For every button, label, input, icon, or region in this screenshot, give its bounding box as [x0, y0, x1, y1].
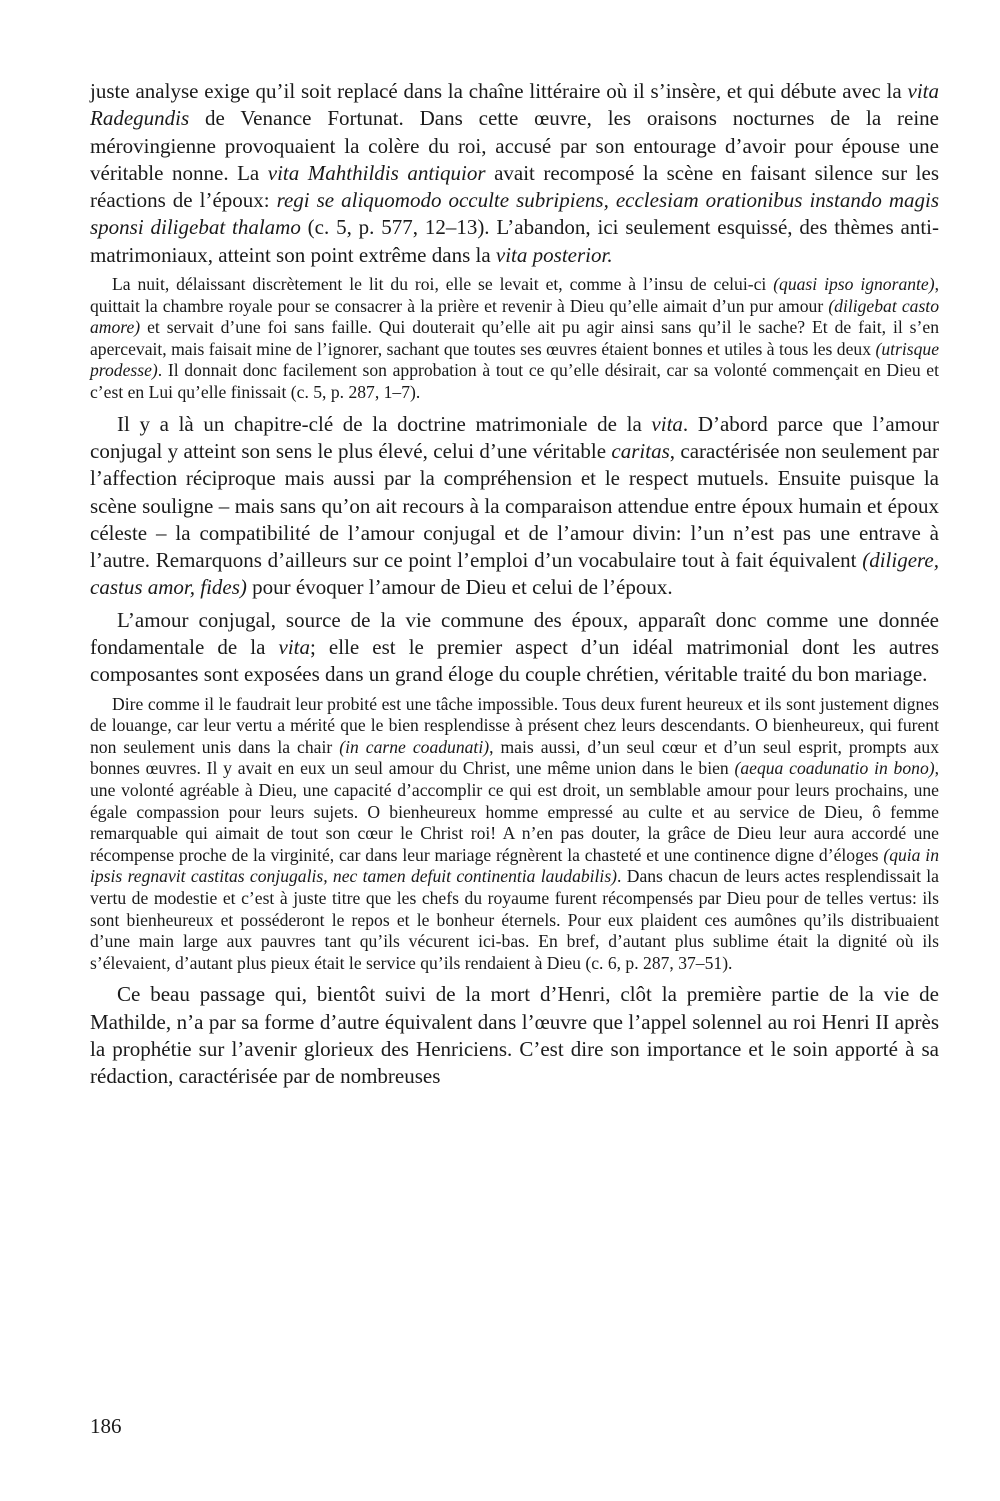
block-quote-1: La nuit, délaissant discrètement le lit du roi, elle se levait et, comme à l’insu de celui-ci (quasi ipso ignorante), quittait la chambre royale pour se consacrer à la prière et revenir à Dieu qu’elle aimait d’un pur amour (diligebat casto amore) et servait d’une foi sans faille. Qui douterait qu’elle ait pu agir ainsi sans qu’il le sache? Et de fait, il s’en apercevait, mais faisait mine de l’ignorer, sachant que toutes ses œuvres étaient bonnes et utiles à tous les deux (utrisque prodesse). Il donnait donc facilement son approbation à tout ce qu’elle désirait, car sa volonté commençait en Dieu et c’est en Lui qu’elle finissait (c. 5, p. 287, 1–7).	[90, 274, 939, 403]
paragraph-3: L’amour conjugal, source de la vie commune des époux, apparaît donc comme une donnée fondamentale de la vita; elle est le premier aspect d’un idéal matrimonial dont les autres composantes sont exposées dans un grand éloge du couple chrétien, véritable traité du bon mariage.	[90, 607, 939, 687]
page-number: 186	[90, 1414, 122, 1438]
page-body	[90, 78, 939, 1096]
block-quote-2: Dire comme il le faudrait leur probité est une tâche impossible. Tous deux furent heureux et ils sont justement dignes de louange, car leur vertu a mérité que le bien resplendisse à présent chez leurs descendants. O bienheureux, qui furent non seulement unis dans la chair (in carne coadunati), mais aussi, d’un seul cœur et d’un seul esprit, prompts aux bonnes œuvres. Il y avait en eux un seul amour du Christ, une même union dans le bien (aequa coadunatio in bono), une volonté agréable à Dieu, une capacité d’accomplir ce qui est droit, un semblable amour pour leurs prochains, une égale compassion pour leurs sujets. O bienheureux homme empressé au culte et au service de Dieu, ô femme remarquable qui aimait de tout son cœur le Christ roi! A n’en pas douter, la grâce de Dieu leur aura accordé une récompense proche de la virginité, car dans leur mariage régnèrent la chasteté et une continence digne d’éloges (quia in ipsis regnavit castitas conjugalis, nec tamen defuit continentia laudabilis). Dans chacun de leurs actes resplendissait la vertu de modestie et c’est à juste titre que les chefs du royaume furent récompensés par Dieu pour de telles vertus: ils sont bienheureux et posséderont le repos et le bonheur éternels. Pour eux plaident ces aumônes qu’ils distribuaient d’une main large aux pauvres tant qu’ils vécurent ici-bas. En bref, d’autant plus sublime était la dignité où ils s’élevaient, d’autant plus pieux était le service qu’ils rendaient à Dieu (c. 6, p. 287, 37–51).	[90, 693, 940, 973]
paragraph-1: juste analyse exige qu’il soit replacé dans la chaîne littéraire où il s’insère, et qui débute avec la vita Radegundis de Venance Fortunat. Dans cette œuvre, les oraisons nocturnes de la reine mérovingienne provoquaient la colère du roi, accusé par son entourage d’avoir pour épouse une véritable nonne. La vita Mahthildis antiquior avait recomposé la scène en faisant silence sur les réactions de l’époux: regi se aliquomodo occulte subripiens, ecclesiam orationibus instando magis sponsi diligebat thalamo (c. 5, p. 577, 12–13). L’abandon, ici seulement esquissé, des thèmes anti-matrimoniaux, atteint son point extrême dans la vita posterior.	[90, 79, 939, 267]
paragraph-2: Il y a là un chapitre-clé de la doctrine matrimoniale de la vita. D’abord parce que l’amour conjugal y atteint son sens le plus élevé, celui d’une véritable caritas, caractérisée non seulement par l’affection réciproque mais aussi par la compréhension et le respect mutuels. Ensuite puisque la scène souligne – mais sans qu’on ait recours à la comparaison attendue entre époux humain et époux céleste – la compatibilité de l’amour conjugal et de l’amour divin: l’un n’est pas une entrave à l’autre. Remarquons d’ailleurs sur ce point l’emploi d’un vocabulaire tout à fait équivalent (diligere, castus amor, fides) pour évoquer l’amour de Dieu et celui de l’époux.	[90, 411, 939, 600]
paragraph-4: Ce beau passage qui, bientôt suivi de la mort d’Henri, clôt la première partie de la vie de Mathilde, n’a par sa forme d’autre équivalent dans l’œuvre que l’appel solennel au roi Henri II après la prophétie sur l’avenir glorieux des Henriciens. C’est dire son importance et le soin apporté à sa rédaction, caractérisée par de nombreuses	[90, 982, 939, 1089]
